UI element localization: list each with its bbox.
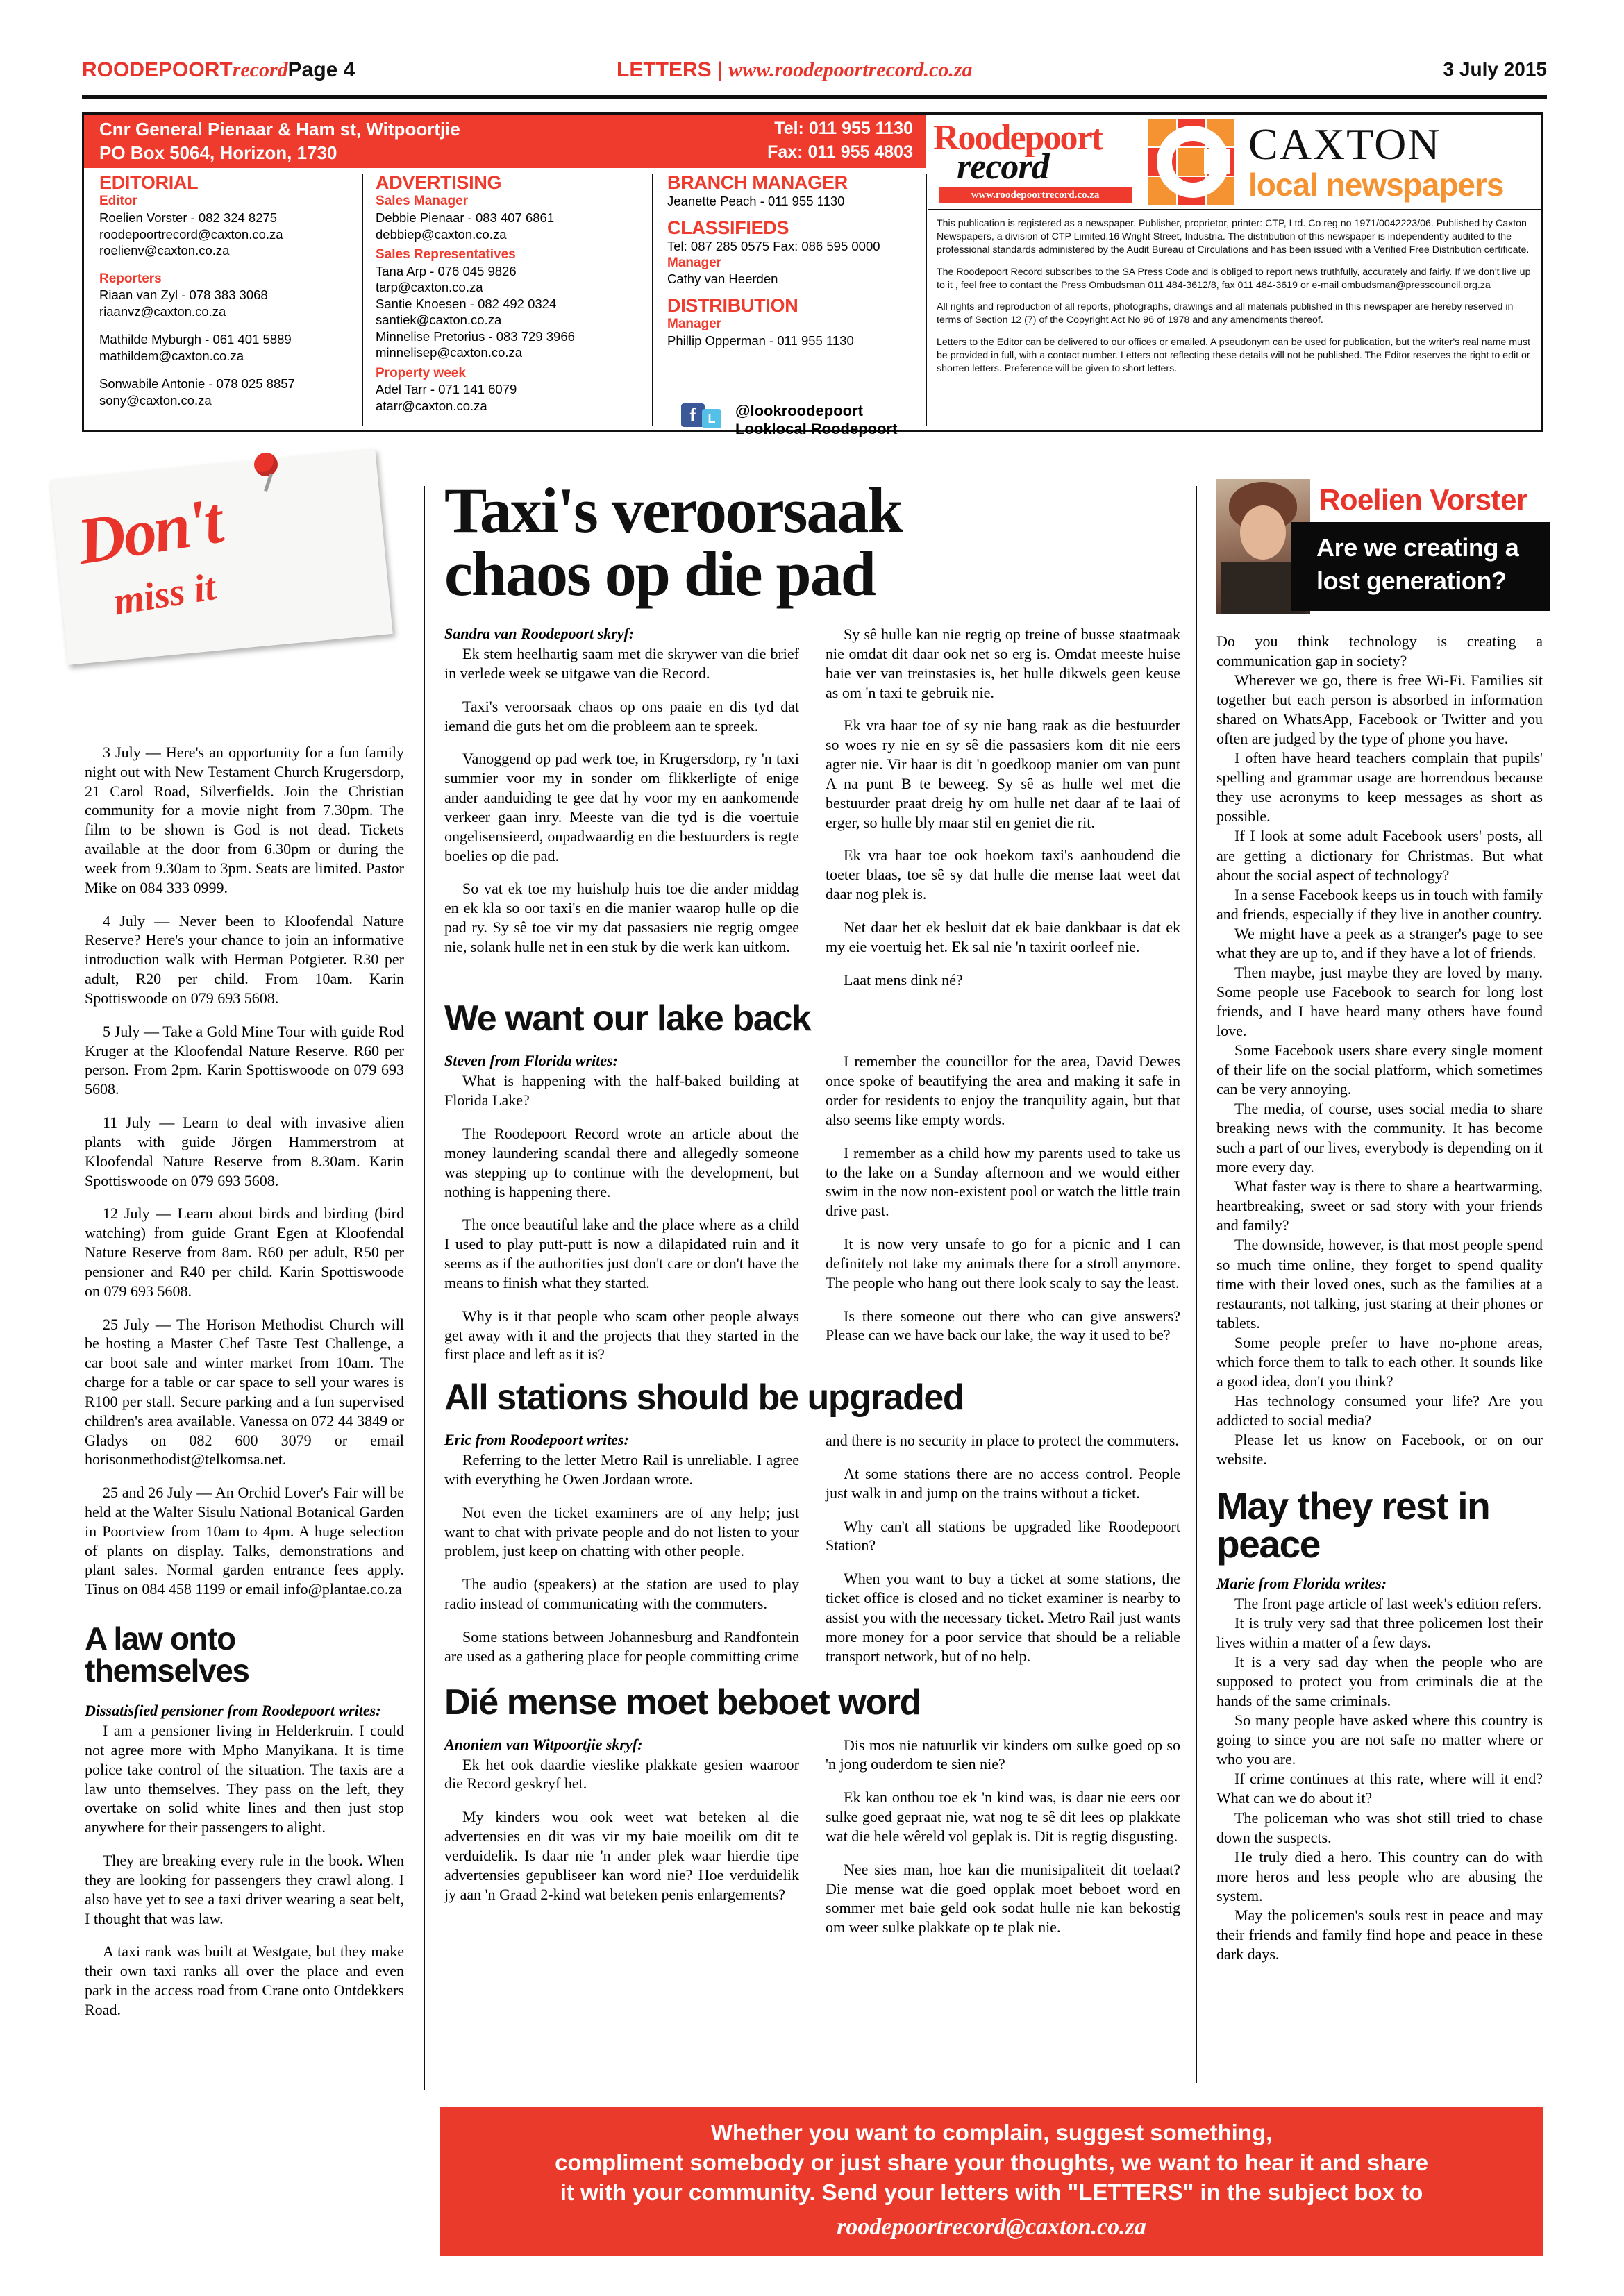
masthead-divider-2 [652,174,653,426]
address-line-2: PO Box 5064, Horizon, 1730 [99,142,337,163]
column-divider-left [424,486,425,2090]
letter-byline-lake: Steven from Florida writes: [444,1052,618,1070]
letter-paragraph: Why can't all stations be upgraded like Roodepoort Station? [826,1517,1180,1555]
dont-miss-it-sticky-note [46,444,414,667]
legal-paragraph: The Roodepoort Record subscribes to the SA Press Code and is obliged to report news truthfully, accurately and fairly. If we don't live up to it , feel free to contact the Press Ombudsman 011 484-3612/8, fax 011 484-3619 or e-mail ombudsman@presscouncil.org.za [937,266,1531,291]
logo-line-2: record [957,147,1049,187]
sales-manager-label: Sales Manager [376,194,469,209]
letter-paragraph: Ek kan onthou toe ek 'n kind was, is daar nie eers oor sulke goed gepraat nie, wat nog te sê dit lees op plakkate wat die hele wêreld vol geplak is. Dit is regtig disgusting. [826,1788,1180,1845]
publication-name: ROODEPOORT [82,58,233,81]
lake-letter-body [444,1052,1180,1368]
property-week-email: atarr@caxton.co.za [376,398,487,413]
letter-byline-stations: Eric from Roodepoort writes: [444,1431,629,1449]
column-paragraph: I often have heard teachers complain that pupils' spelling and grammar usage are horrendous because they use acronyms to keep messages as short as possible. [1216,749,1543,826]
logo-line-1: Roodepoort [933,118,1102,158]
sales-rep-name: Santie Knoesen - 082 492 0324 [376,296,557,311]
diary-entry: 5 July — Take a Gold Mine Tour with guide Rod Kruger at the Kloofendal Nature Reserve. R60 per person. From 2pm. Karin Spottiswoode on 079 693 5608. [85,1022,404,1098]
classifieds-manager-name: Cathy van Heerden [667,271,778,287]
classifieds-telephone: Tel: 087 285 0575 Fax: 086 595 0000 [667,239,880,254]
legal-paragraph: Letters to the Editor can be delivered to our offices or emailed. A pseudonym can be used for publication, but the writer's real name must be provided in full, with a contact number. Letters not reflecting these details will not be published. The Editor reserves the right to edit or shorten letters. Preference will be given to short letters. [937,337,1530,374]
columnist-name: Roelien Vorster [1319,483,1527,516]
spacer [99,364,356,376]
taxi-letter-body [444,625,1180,989]
publication-name-italic: record [232,58,288,81]
editor-label: Editor [99,194,137,209]
cta-line-1: Whether you want to complain, suggest something, [710,2120,1273,2145]
letter-paragraph: It is a very sad day when the people who are supposed to protect you from criminals die at the hands of the same criminals. [1216,1653,1543,1710]
column-paragraph: What faster way is there to share a heartwarming, heartbreaking, sweet or sad story with your friends and family? [1216,1178,1543,1234]
letter-paragraph: So vat ek toe my huishulp huis toe die ander middag en ek kla so oor taxi's en die manier waarop hulle op die pad ry. Sy sê toe vir my dat passasiers nie regtig omgee nie, solank hulle net in een stuk by die werk kan uitkom. [444,880,799,955]
editorial-column [99,173,356,408]
letter-paragraph: Taxi's veroorsaak chaos op ons paaie en dis tyd dat iemand die guts het om die probleem aan te spreek. [444,697,799,735]
classifieds-manager-label: Manager [667,255,722,270]
letter-paragraph: Is there someone out there who can give answers? Please can we have back our lake, the way it used to be? [826,1307,1180,1344]
looklocal-label[interactable]: Looklocal Roodepoort [735,420,898,437]
stations-letter-body [444,1431,1180,1673]
caxton-wordmark: CAXTON [1248,119,1441,169]
sales-manager-email: debbiep@caxton.co.za [376,226,507,242]
masthead-box [82,112,1543,437]
letter-paragraph: I remember the councillor for the area, David Dewes once spoke of beautifying the area and making it safe in order for residents to enjoy the tranquility again, but that also seems like empty words. [826,1053,1180,1128]
letter-paragraph: Sy sê hulle kan nie regtig op treine of busse staatmaak nie omdat dit daar ook net so erg is. Omdat meeste huise baie ver van treinstasies is, het hulle dikwels geen keuse as om 'n taxi te gebruik nie. [826,626,1180,701]
sales-rep-email: santiek@caxton.co.za [376,312,502,328]
distribution-manager-label: Manager [667,317,722,332]
roodepoort-record-logo [933,117,1137,206]
sales-rep-email: tarp@caxton.co.za [376,280,483,295]
editor-email-1: roodepoortrecord@caxton.co.za [99,226,283,242]
letter-paragraph: May the policemen's souls rest in peace and may their friends and family find hope and peace in these dark days. [1216,1906,1543,1963]
letter-headline-law: A law onto themselves [85,1620,249,1689]
letter-paragraph: What is happening with the half-baked building at Florida Lake? [444,1072,799,1109]
letter-paragraph: Nee sies man, hoe kan die munisipaliteit dit toelaat? Die mense wat die goed opplak moet beboet word en sommer met baie geld ook sodat hulle nie kan bekostig om weer sulke plakkate op te plak nie. [826,1860,1180,1936]
sales-manager-name: Debbie Pienaar - 083 407 6861 [376,210,555,226]
legal-paragraph: This publication is registered as a newspaper. Publisher, proprietor, printer: CTP, Ltd. Co reg no 1971/0042223/06. Published by Caxton Newspapers, a division of CTP Limited,16 Wright Street, Industria. The distribution of this newspaper is independently audited to the professional standards administered by the Audit Bureau of Circulations and has been issued with a Verified Free Distribution certificate. [937,218,1530,255]
peace-headline-line-2: peace [1216,1523,1320,1566]
beboet-letter-body [444,1736,1180,1937]
caxton-notch-icon [1204,149,1230,174]
caxton-tagline: local newspapers [1248,167,1504,203]
spacer [99,319,356,331]
reporters-label: Reporters [99,271,162,286]
masthead-address-bar [84,115,926,168]
letter-paragraph: Not even the ticket examiners are of any help; just want to chat with private people and do not listen to your problem, just keep on chatting with other people. [444,1503,799,1560]
column-paragraph: The downside, however, is that most people spend so much time online, they forget to spend quality time with their loved ones, such as the families at a restaurants, not talking, just staring at their phones or tablets. [1216,1236,1543,1332]
column-paragraph: Has technology consumed your life? Are you addicted to social media? [1216,1391,1543,1429]
letter-paragraph: Why is it that people who scam other people always get away with it and the projects that they started in the first place and left as it is? [444,1307,799,1364]
letter-headline-peace [1216,1484,1543,1566]
social-links[interactable] [681,402,924,442]
peace-headline-line-1: May they rest in [1216,1484,1490,1528]
letter-paragraph: I remember as a child how my parents used to take us to the lake on a Sunday afternoon and we would either swim in the now non-existent pool or watch the little train drive past. [826,1143,1180,1220]
reporter-email: mathildem@caxton.co.za [99,348,244,363]
advertising-heading: ADVERTISING [376,172,502,193]
section-name: LETTERS [617,58,712,81]
letter-paragraph: Vanoggend op pad werk toe, in Krugersdorp, ry 'n taxi summier voor my in sonder om flikkerligte of enige ander aanduiding te gee dat hy voor my en aankomende verkeer gaan inry. Meeste van die tyd is die voertuie ongelisensieerd, onpadwaardig en die bestuurders is regte boelies op die pad. [444,750,799,864]
main-headline-line-2: chaos op die pad [444,538,875,610]
sticky-line-2: miss it [110,565,219,624]
branch-column [667,173,914,349]
letter-paragraph: Ek het ook daardie vieslike plakkate gesien waaroor die Record geskryf het. [444,1755,799,1793]
legal-notices [937,217,1535,385]
column-title-line-2: lost generation? [1316,567,1507,595]
page-header [82,58,1547,94]
sales-reps-label: Sales Representatives [376,247,516,262]
reporter-email: sony@caxton.co.za [99,392,212,408]
section-separator: | [717,58,723,81]
letter-paragraph: Laat mens dink né? [844,971,963,989]
column-paragraph: Some people prefer to have no-phone areas, which force them to talk to each other. It sounds like a good idea, don't you think? [1216,1333,1543,1390]
page-number: Page 4 [287,58,355,81]
branch-manager-name: Jeanette Peach - 011 955 1130 [667,194,845,209]
reporter-name: Mathilde Myburgh - 061 401 5889 [99,332,292,347]
branch-manager-heading: BRANCH MANAGER [667,172,848,193]
letter-paragraph: Net daar het ek besluit dat ek baie dankbaar is dat ek my eie voertuig het. Ek sal nie 'n taxirit oorleef nie. [826,918,1180,955]
editor-email-2: roelienv@caxton.co.za [99,243,230,258]
letter-paragraph: Some stations between Johannesburg and Randfontein are used as a gathering place for people committing crime and there is no security in place to protect the commuters. [444,1432,1179,1665]
diary-entry: 25 July — The Horison Methodist Church will be hosting a Master Chef Taste Test Challenge, a car boot sale and winter market from 10am. The charge for a table or car space to sell your wares is R100 per stall. Secure parking and a fun supervised children's area available. Vanessa on 072 44 3849 or Gladys on 082 600 3079 or email horisonmethodist@telkomsa.net. [85,1315,404,1468]
cta-line-2: compliment somebody or just share your thoughts, we want to hear it and share [555,2149,1428,2175]
letter-paragraph: It is now very unsafe to go for a picnic and I can definitely not take my animals there for a stroll anymore. The people who hang out there look scaly to say the least. [826,1235,1180,1291]
column-paragraph: Some Facebook users share every single moment of their life on the social platform, which sometimes can be very annoying. [1216,1041,1543,1098]
columnist-header [1216,479,1550,618]
main-letters-column [444,475,1180,1937]
letter-paragraph: Ek vra haar toe ook hoekom taxi's aanhoudend die toeter blaas, toe sê sy dat hulle die mense laat weet dat daar nog plek is. [826,846,1180,903]
letter-paragraph: The policeman who was shot still tried to chase down the suspects. [1216,1809,1543,1846]
column-divider-right [1196,486,1197,2083]
reporter-name: Riaan van Zyl - 078 383 3068 [99,287,268,303]
diary-entry: 12 July — Learn about birds and birding (bird watching) from guide Grant Egen at Kloofendal Nature Reserve from 8am. R60 per adult, R50 per pensioner and R40 per child. Karin Spottiswoode on 079 693 5608. [85,1205,404,1300]
column-paragraph: We might have a peek as a stranger's page to see what they are up to, and if they have a lot of friends. [1216,924,1543,962]
column-title-line-1: Are we creating a [1316,533,1519,562]
distribution-manager-name: Phillip Opperman - 011 955 1130 [667,333,854,348]
letter-paragraph: The Roodepoort Record wrote an article about the money laundering scandal there and allegedly someone was stepping up to continue with the development, but nothing is happening there. [444,1125,799,1200]
address-line-1: Cnr General Pienaar & Ham st, Witpoortjie [99,119,460,140]
column-paragraph: Then maybe, just maybe they are loved by many. Some people use Facebook to search for long lost friends, and I have heard many others have found love. [1216,963,1543,1039]
sales-rep-email: minnelisep@caxton.co.za [376,345,523,360]
cta-line-3: it with your community. Send your letters with "LETTERS" in the subject box to [560,2179,1423,2205]
letter-paragraph: The front page article of last week's edition refers. [1234,1595,1541,1613]
column-title-badge [1291,522,1550,611]
letter-paragraph: Referring to the letter Metro Rail is unreliable. I agree with everything he Owen Jordaan wrote. [444,1451,799,1488]
columnist-column [1216,632,1543,1964]
photo-face [1240,505,1286,560]
call-to-action-banner [440,2107,1543,2256]
letter-paragraph: Dis mos nie natuurlik vir kinders om sulke goed op so 'n jong ouderdom te sien nie? [826,1736,1180,1773]
logo-strip [928,115,1543,210]
legal-paragraph: All rights and reproduction of all reports, photographs, drawings and all materials published in this newspaper are hereby reserved in terms of Section 12 (7) of the Copyright Act No 96 of 1978 and any amendments thereof. [937,301,1514,326]
letter-byline-beboet: Anoniem van Witpoortjie skryf: [444,1735,643,1753]
reporter-name: Sonwabile Antonie - 078 025 8857 [99,376,295,392]
distribution-heading: DISTRIBUTION [667,294,798,316]
letter-paragraph: If crime continues at this rate, where will it end? What can we do about it? [1216,1770,1543,1807]
spacer [99,259,356,271]
letter-byline-taxi: Sandra van Roodepoort skryf: [444,625,635,643]
column-paragraph: The media, of course, uses social media to share breaking news with the community. It has become such a part of our lives, everybody is depending on it more every day. [1216,1100,1543,1176]
letter-paragraph: He truly died a hero. This country can do with more heros and less people who are abusing the system. [1216,1847,1543,1904]
masthead-divider-1 [362,174,363,426]
facebook-icon[interactable]: f [681,403,705,427]
issue-date: 3 July 2015 [1443,58,1547,80]
advertising-column [376,173,645,414]
letter-paragraph: My kinders wou ook weet wat beteken al die advertensies en dit was vir my baie moeilik om dit te verduidelik. Is daar nie 'n ander plek waar hierdie tipe advertensies gepubliseer kan word nie? Hoe verduidelik jy aan 'n Graad 2-kind wat beteken penis enlargements? [444,1808,799,1903]
letter-byline-peace: Marie from Florida writes: [1216,1575,1387,1593]
sticky-line-1: Don't [72,483,226,578]
looklocal-icon[interactable]: L [702,409,721,428]
letter-headline-lake: We want our lake back [444,998,811,1039]
diary-entry: 11 July — Learn to deal with invasive alien plants with guide Jörgen Hammerstrom at Kloofendal Nature Reserve from 8.30am. Karin Spottiswoode on 079 693 5608. [85,1114,404,1189]
cta-email[interactable]: roodepoortrecord@caxton.co.za [837,2213,1146,2240]
sales-rep-name: Minnelise Pretorius - 083 729 3966 [376,328,575,344]
sales-rep-name: Tana Arp - 076 045 9826 [376,263,517,278]
main-headline-line-1: Taxi's veroorsaak [444,475,902,546]
telephone: Tel: 011 955 1130 [774,119,913,138]
logo-url: www.roodepoortrecord.co.za [939,187,1132,203]
letter-byline-law: Dissatisfied pensioner from Roodepoort writes: [85,1702,381,1720]
letter-headline-stations: All stations should be upgraded [444,1377,964,1418]
masthead-divider-3 [926,174,927,426]
diary-entry: 4 July — Never been to Kloofendal Nature Reserve? Here's your chance to join an informative introduction walk with Herman Potgieter. R30 per adult, R20 per child. From 10am. Karin Spottiswoode on 079 693 5608. [85,912,404,1007]
main-headline-taxi [444,475,1180,610]
column-paragraph: Wherever we go, there is free Wi-Fi. Families sit together but each person is absorbed in information shared on WhatsApp, Facebook or Twitter and you often are judged by the type of phone you have. [1216,671,1543,748]
letter-paragraph: Ek stem heelhartig saam met die skrywer van die brief in verlede week se uitgawe van die Record. [444,645,799,682]
letter-paragraph: I am a pensioner living in Helderkruin. I could not agree more with Mpho Manyikana. It is time police take control of the situation. The taxis are a law unto themselves. They pass on the left, they overtake on solid white lines and then just stop anywhere for their passengers to alight. [85,1722,404,1836]
letter-headline-beboet: Dié mense moet beboet word [444,1682,921,1723]
publication-masthead-line [82,58,355,82]
letter-paragraph: The audio (speakers) at the station are used to play radio instead of communicating with the commuters. [444,1575,799,1613]
column-paragraph: Please let us know on Facebook, or on our website. [1216,1430,1543,1468]
column-paragraph: Do you think technology is creating a communication gap in society? [1216,632,1543,670]
letter-paragraph: Ek vra haar toe of sy nie bang raak as die bestuurder so woes ry nie en sy sê die passasiers kom dit nie eers agter nie. Vir haar is dit 'n goedkoop manier om van punt A na punt B te beweeg. Sy sê as hulle wel met die bestuurder praat dreig hy om hulle net daar af te laai of erger, so hulle bly maar stil en geniet die rit. [826,717,1180,831]
column-paragraph: In a sense Facebook keeps us in touch with family and friends, especially if they live in another country. [1216,885,1543,923]
diary-column [85,743,404,2034]
letter-paragraph: They are breaking every rule in the book. When they are looking for passengers they crawl along. I also have yet to see a taxi driver wearing a seat belt, I thought that was law. [85,1852,404,1927]
website-url: www.roodepoortrecord.co.za [728,58,973,81]
classifieds-heading: CLASSIFIEDS [667,217,789,238]
section-title-line [617,58,973,82]
letter-paragraph: A taxi rank was built at Westgate, but they make their own taxi ranks all over the place and even park in the access road from Crane onto Ontdekkers Road. [85,1943,404,2018]
letter-paragraph: When you want to buy a ticket at some stations, the ticket office is closed and no ticket examiner is nearby to assist you with the necessary ticket. Metro Rail just wants more money for a poor service that should be a reliable transport network, but of no help. [826,1570,1180,1665]
column-paragraph: If I look at some adult Facebook users' posts, all are getting a dictionary for Christmas. But what about the social aspect of technology? [1216,827,1543,884]
letter-paragraph: At some stations there are no access control. People just walk in and jump on the trains without a ticket. [826,1465,1180,1502]
header-rule [82,95,1547,99]
letter-paragraph: It is truly very sad that three policemen lost their lives within a matter of a few days. [1216,1614,1543,1652]
reporter-email: riaanvz@caxton.co.za [99,303,226,319]
diary-entry: 3 July — Here's an opportunity for a fun family night out with New Testament Church Krugersdorp, 21 Carol Road, Silverfields. Join the Christian community for a movie night from 7.30pm. The film to be shown is God is not dead. Tickets available at the door from 6.30pm or during the week from 9.30am to 3pm. Seats are limited. Pastor Mike on 084 333 0999. [85,744,404,896]
letter-paragraph: So many people have asked where this country is going to since you are not safe no matter where or who you are. [1216,1711,1543,1768]
property-week-name: Adel Tarr - 071 141 6079 [376,382,517,397]
social-handle[interactable]: @lookroodepoort [735,402,863,419]
property-week-label: Property week [376,365,466,380]
editor-name: Roelien Vorster - 082 324 8275 [99,210,278,226]
letter-paragraph: The once beautiful lake and the place where as a child I used to play putt-putt is now a dilapidated ruin and it seems as if the authorities just don't care or don't have the means to finish what they started. [444,1216,799,1291]
diary-entry: 25 and 26 July — An Orchid Lover's Fair will be held at the Walter Sisulu National Botanical Garden in Poortview from 10am to 4pm. A huge selection of plants on display. Talks, demonstrations and plant sales. Normal garden entrance fees apply. Tinus on 084 458 1199 or email info@plantae.co.za [85,1484,404,1598]
editorial-heading: EDITORIAL [99,172,199,193]
fax-number: Fax: 011 955 4803 [767,142,913,162]
